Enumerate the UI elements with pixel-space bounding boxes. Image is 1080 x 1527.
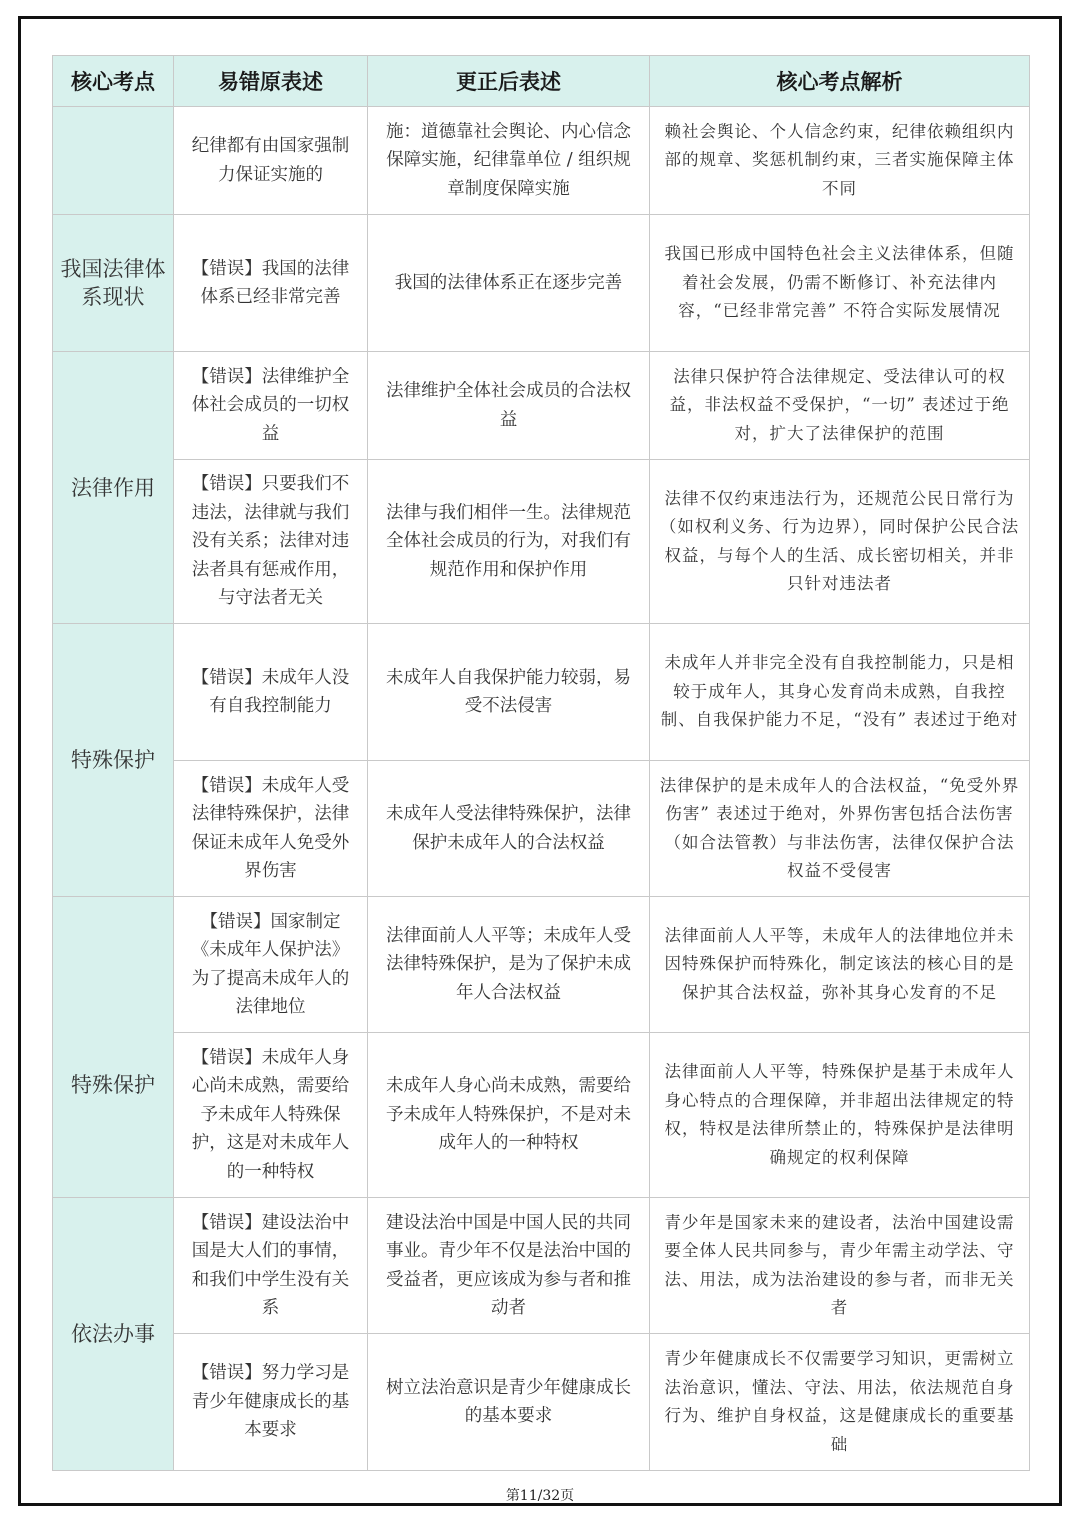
original-statement: 纪律都有由国家强制力保证实施的 <box>174 107 368 215</box>
category-law-based: 依法办事 <box>53 1198 174 1471</box>
table-header-row <box>53 56 1030 107</box>
category-legal-system: 我国法律体系现状 <box>53 215 174 352</box>
analysis-text: 青少年是国家未来的建设者，法治中国建设需要全体人民共同参与，青少年需主动学法、守法、用法，成为法治建设的参与者，而非无关者 <box>650 1198 1030 1334</box>
table-row <box>53 215 1030 352</box>
table-row <box>53 107 1030 215</box>
table-row <box>53 624 1030 761</box>
table-row <box>53 460 1030 624</box>
analysis-text: 法律面前人人平等，特殊保护是基于未成年人身心特点的合理保障，并非超出法律规定的特权，特权是法律所禁止的，特殊保护是法律明确规定的权利保障 <box>650 1033 1030 1198</box>
corrected-statement: 树立法治意识是青少年健康成长的基本要求 <box>368 1334 650 1471</box>
analysis-text: 未成年人并非完全没有自我控制能力，只是相较于成年人，其身心发育尚未成熟，自我控制、自我保护能力不足，“没有” 表述过于绝对 <box>650 624 1030 761</box>
header-core-point: 核心考点 <box>53 56 174 107</box>
header-original-statement: 易错原表述 <box>174 56 368 107</box>
category-special-protection: 特殊保护 <box>53 624 174 897</box>
header-analysis: 核心考点解析 <box>650 56 1030 107</box>
corrected-statement: 法律与我们相伴一生。法律规范全体社会成员的行为，对我们有规范作用和保护作用 <box>368 460 650 624</box>
original-statement: 【错误】国家制定《未成年人保护法》为了提高未成年人的法律地位 <box>174 897 368 1033</box>
category-special-protection-continued: 特殊保护 <box>53 897 174 1198</box>
table-row <box>53 1198 1030 1334</box>
original-statement: 【错误】建设法治中国是大人们的事情，和我们中学生没有关系 <box>174 1198 368 1334</box>
table-row <box>53 897 1030 1033</box>
original-statement: 【错误】未成年人身心尚未成熟，需要给予未成年人特殊保护，这是对未成年人的一种特权 <box>174 1033 368 1198</box>
table-row <box>53 761 1030 897</box>
analysis-text: 青少年健康成长不仅需要学习知识，更需树立法治意识，懂法、守法、用法，依法规范自身行为、维护自身权益，这是健康成长的重要基础 <box>650 1334 1030 1471</box>
original-statement: 【错误】未成年人没有自我控制能力 <box>174 624 368 761</box>
original-statement: 【错误】未成年人受法律特殊保护，法律保证未成年人免受外界伤害 <box>174 761 368 897</box>
corrected-statement: 未成年人自我保护能力较弱，易受不法侵害 <box>368 624 650 761</box>
corrected-statement: 法律维护全体社会成员的合法权益 <box>368 352 650 460</box>
corrected-statement: 施：道德靠社会舆论、内心信念保障实施，纪律靠单位 / 组织规章制度保障实施 <box>368 107 650 215</box>
analysis-text: 法律只保护符合法律规定、受法律认可的权益，非法权益不受保护，“一切” 表述过于绝对，扩大了法律保护的范围 <box>650 352 1030 460</box>
original-statement: 【错误】努力学习是青少年健康成长的基本要求 <box>174 1334 368 1471</box>
corrected-statement: 法律面前人人平等；未成年人受法律特殊保护，是为了保护未成年人合法权益 <box>368 897 650 1033</box>
page-number: 第11/32页 <box>505 1488 575 1504</box>
category-law-function: 法律作用 <box>53 352 174 624</box>
corrected-statement: 未成年人受法律特殊保护，法律保护未成年人的合法权益 <box>368 761 650 897</box>
category-cell-empty <box>53 107 174 215</box>
original-statement: 【错误】我国的法律体系已经非常完善 <box>174 215 368 352</box>
original-statement: 【错误】法律维护全体社会成员的一切权益 <box>174 352 368 460</box>
analysis-text: 法律不仅约束违法行为，还规范公民日常行为（如权利义务、行为边界），同时保护公民合法权益，与每个人的生活、成长密切相关，并非只针对违法者 <box>650 460 1030 624</box>
table-row <box>53 1033 1030 1198</box>
analysis-text: 法律保护的是未成年人的合法权益，“免受外界伤害” 表述过于绝对，外界伤害包括合法伤害（如合法管教）与非法伤害，法律仅保护合法权益不受侵害 <box>650 761 1030 897</box>
analysis-text: 赖社会舆论、个人信念约束，纪律依赖组织内部的规章、奖惩机制约束，三者实施保障主体不同 <box>650 107 1030 215</box>
header-corrected-statement: 更正后表述 <box>368 56 650 107</box>
table-row <box>53 352 1030 460</box>
corrected-statement: 建设法治中国是中国人民的共同事业。青少年不仅是法治中国的受益者，更应该成为参与者和推动者 <box>368 1198 650 1334</box>
analysis-text: 法律面前人人平等，未成年人的法律地位并未因特殊保护而特殊化，制定该法的核心目的是保护其合法权益，弥补其身心发育的不足 <box>650 897 1030 1033</box>
corrected-statement: 未成年人身心尚未成熟，需要给予未成年人特殊保护，不是对未成年人的一种特权 <box>368 1033 650 1198</box>
corrected-statement: 我国的法律体系正在逐步完善 <box>368 215 650 352</box>
analysis-text: 我国已形成中国特色社会主义法律体系，但随着社会发展，仍需不断修订、补充法律内容，“已经非常完善” 不符合实际发展情况 <box>650 215 1030 352</box>
table-row <box>53 1334 1030 1471</box>
original-statement: 【错误】只要我们不违法，法律就与我们没有关系；法律对违法者具有惩戒作用，与守法者无关 <box>174 460 368 624</box>
comparison-table <box>52 55 1030 1471</box>
